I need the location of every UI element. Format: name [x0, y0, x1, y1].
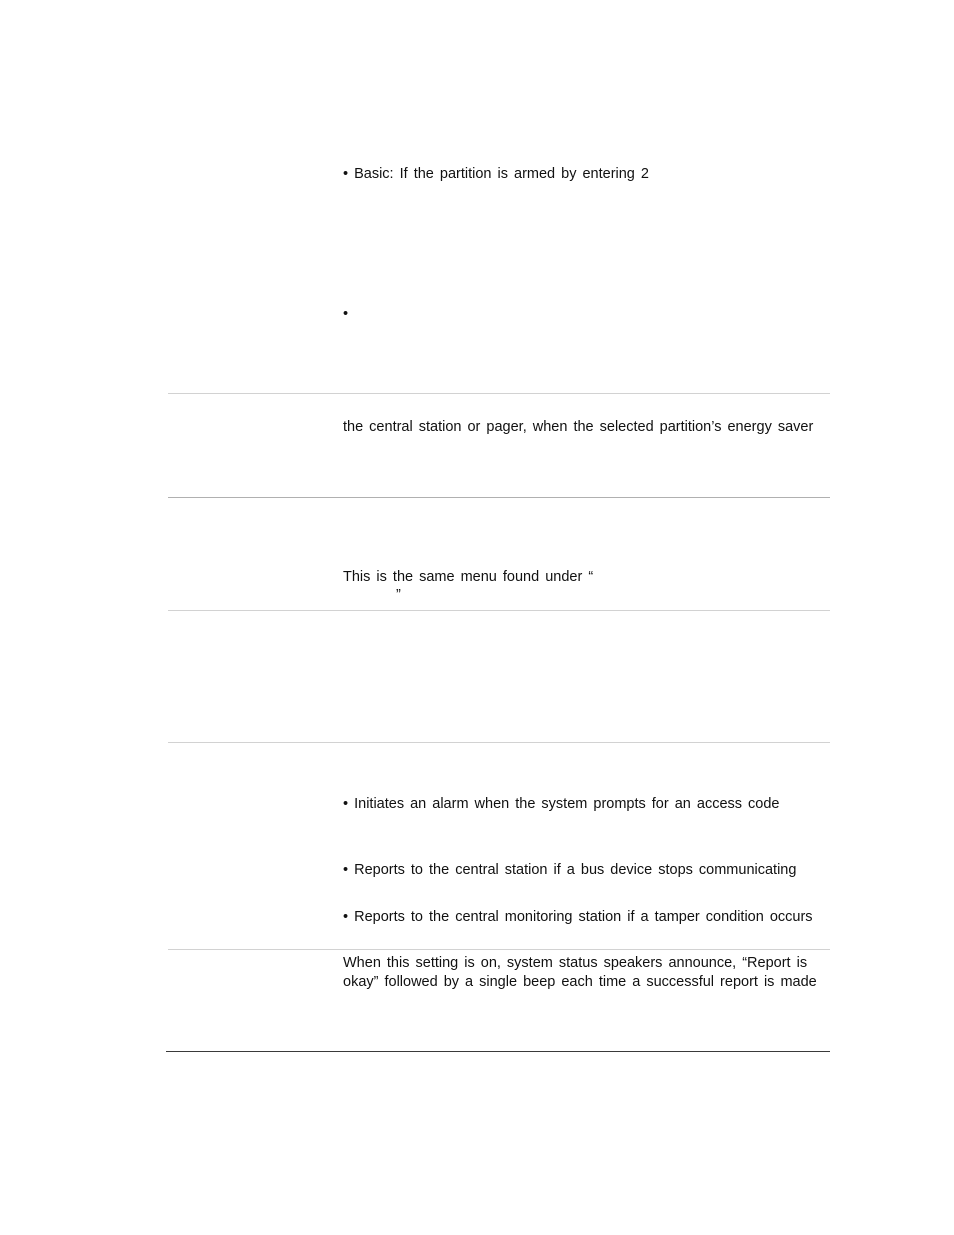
bullet-basic-arming: • Basic: If the partition is armed by entering 2 [343, 166, 649, 182]
report-ok-description-line-2: okay” followed by a single beep each time a successful report is made [343, 974, 817, 990]
row-divider [168, 949, 830, 950]
bullet-bus-device-report: • Reports to the central station if a bus device stops communicating [343, 862, 797, 878]
bullet-empty: • [343, 306, 349, 322]
row-divider [168, 610, 830, 611]
same-menu-closing-quote: ” [396, 587, 401, 603]
row-divider [168, 497, 830, 498]
energy-saver-description: the central station or pager, when the selected partition’s energy saver [343, 419, 814, 435]
table-bottom-rule [166, 1051, 830, 1052]
same-menu-reference: This is the same menu found under “ [343, 569, 594, 585]
row-divider [168, 742, 830, 743]
row-divider [168, 393, 830, 394]
report-ok-description-line-1: When this setting is on, system status speakers announce, “Report is [343, 955, 808, 971]
bullet-tamper-report: • Reports to the central monitoring station if a tamper condition occurs [343, 909, 813, 925]
bullet-access-code-alarm: • Initiates an alarm when the system prompts for an access code [343, 796, 780, 812]
